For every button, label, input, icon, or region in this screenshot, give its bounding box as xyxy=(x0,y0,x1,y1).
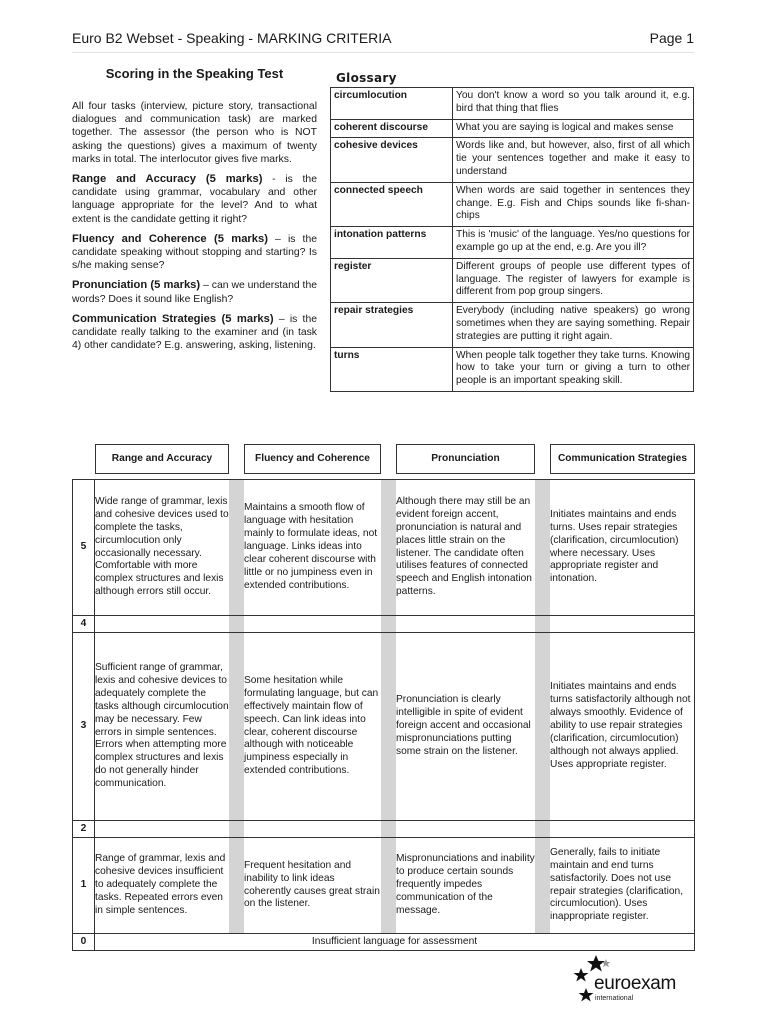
criterion-pronunciation xyxy=(72,279,317,305)
descriptor-range-accuracy: Sufficient range of grammar, lexis and cohesive devices to adequately complete the tasks although circumlocution may be necessary. Few errors in simple sentences. Errors when attempting more complex structures and lexis do not generally hinder communication. xyxy=(95,633,229,821)
header-divider xyxy=(72,52,694,53)
header-pronunciation: Pronunciation xyxy=(396,444,535,474)
glossary-term: intonation patterns xyxy=(331,227,453,259)
document-title: Euro B2 Webset - Speaking - MARKING CRITERIA xyxy=(72,30,392,46)
level-row-1 xyxy=(72,838,695,934)
level-row-3 xyxy=(72,633,695,821)
header-range-accuracy: Range and Accuracy xyxy=(95,444,229,474)
glossary-definition: When people talk together they take turns. Knowing how to take your turn or giving a turn to other people is an important speaking skill. xyxy=(453,347,694,391)
score-shading xyxy=(535,821,550,838)
glossary-definition: Different groups of people use different types of language. The register of lawyers for example is different from pop group singers. xyxy=(453,258,694,302)
criterion-communication-strategies xyxy=(72,313,317,353)
descriptor-empty xyxy=(95,821,229,838)
level-row-0 xyxy=(72,934,695,951)
criterion-text: – can we understand the words? Does it sound like English? xyxy=(72,280,318,305)
euroexam-logo xyxy=(572,955,694,1007)
score-shading xyxy=(229,633,244,821)
glossary-definition: You don't know a word so you talk around it, e.g. bird that thing that flies xyxy=(453,88,694,120)
scoring-heading: Scoring in the Speaking Test xyxy=(105,66,284,81)
glossary-term: coherent discourse xyxy=(331,119,453,138)
logo-brand: euroexam xyxy=(594,973,677,994)
level-label: 4 xyxy=(72,616,95,633)
glossary-row xyxy=(331,258,694,302)
descriptor-empty xyxy=(550,616,695,633)
descriptor-fluency-coherence: Frequent hesitation and inability to link ideas coherently causes great strain on the listener. xyxy=(244,838,381,934)
level-label: 3 xyxy=(72,633,95,821)
glossary-row xyxy=(331,303,694,347)
glossary-term: connected speech xyxy=(331,182,453,226)
descriptor-fluency-coherence: Some hesitation while formulating language, but can effectively maintain flow of speech. Can link ideas into clear, coherent discourse although with noticeable jumpiness especially in extended contributions. xyxy=(244,633,381,821)
grid-header-row xyxy=(72,444,695,474)
score-shading xyxy=(381,838,396,934)
score-shading xyxy=(535,838,550,934)
glossary-row xyxy=(331,119,694,138)
score-shading xyxy=(229,480,244,616)
descriptor-communication-strategies: Initiates maintains and ends turns. Uses repair strategies (clarification, circumlocution) where necessary. Uses appropriate register and intonation. xyxy=(550,480,695,616)
glossary-row xyxy=(331,347,694,391)
criterion-name: Range and Accuracy (5 marks) xyxy=(72,173,263,186)
score-shading xyxy=(381,480,396,616)
header-communication-strategies: Communication Strategies xyxy=(550,444,695,474)
glossary-definition: This is 'music' of the language. Yes/no questions for example go up at the end, e.g. Are you ill? xyxy=(453,227,694,259)
score-shading xyxy=(381,821,396,838)
descriptor-empty xyxy=(550,821,695,838)
page-header xyxy=(72,30,694,50)
glossary-row xyxy=(331,227,694,259)
level-0-descriptor: Insufficient language for assessment xyxy=(95,934,695,951)
marking-grid xyxy=(72,444,695,951)
criterion-text: – is the candidate really talking to the examiner and (in task 4) other candidate? E.g. answering, asking, listening. xyxy=(72,313,318,352)
descriptor-communication-strategies: Initiates maintains and ends turns satisfactorily although not always smoothly. Evidence of ability to use repair strategies (clarification, circumlocution) although not always applied. Uses appropriate register. xyxy=(550,633,695,821)
descriptor-empty xyxy=(396,616,535,633)
glossary-title: Glossary xyxy=(336,71,397,85)
glossary-definition: Words like and, but however, also, first of all which tie your sentences together and make it easy to understand xyxy=(453,138,694,182)
glossary-term: turns xyxy=(331,347,453,391)
glossary-definition: What you are saying is logical and makes sense xyxy=(453,119,694,138)
criterion-name: Fluency and Coherence (5 marks) xyxy=(72,232,268,245)
criterion-fluency-coherence xyxy=(72,233,317,273)
score-shading xyxy=(381,633,396,821)
score-shading xyxy=(229,616,244,633)
descriptor-pronunciation: Mispronunciations and inability to produce certain sounds frequently impedes communication of the message. xyxy=(396,838,535,934)
score-shading xyxy=(381,616,396,633)
glossary-definition: Everybody (including native speakers) go wrong sometimes when they are saying something. Repair strategies are putting it right again. xyxy=(453,303,694,347)
score-shading xyxy=(229,838,244,934)
descriptor-empty xyxy=(244,616,381,633)
descriptor-empty xyxy=(396,821,535,838)
level-row-5 xyxy=(72,480,695,616)
descriptor-fluency-coherence: Maintains a smooth flow of language with hesitation mainly to formulate ideas, not language. Links ideas into clear coherent discourse with little or no jumpiness even in extended contributions. xyxy=(244,480,381,616)
glossary-table xyxy=(330,87,694,392)
level-label: 2 xyxy=(72,821,95,838)
glossary-row xyxy=(331,88,694,120)
scoring-section xyxy=(72,66,317,359)
logo-subtitle: international xyxy=(595,995,634,1002)
glossary-term: cohesive devices xyxy=(331,138,453,182)
scoring-intro: All four tasks (interview, picture story, transactional dialogues and communication task) are marked together. The assessor (the person who is NOT asking the questions) gives a maximum of twenty marks in total. The interlocutor gives five marks. xyxy=(72,101,317,165)
criterion-text: – is the candidate speaking without stopping and starting? Is s/he making sense? xyxy=(72,233,318,272)
descriptor-empty xyxy=(244,821,381,838)
score-shading xyxy=(535,633,550,821)
criterion-text: - is the candidate using grammar, vocabulary and other language appropriate for the level? And to what extent is the candidate getting it right? xyxy=(72,174,317,225)
glossary-term: circumlocution xyxy=(331,88,453,120)
descriptor-range-accuracy: Wide range of grammar, lexis and cohesive devices used to complete the tasks, circumlocution only occasionally necessary. Comfortable with more complex structures and lexis although errors still occur. xyxy=(95,480,229,616)
glossary-term: repair strategies xyxy=(331,303,453,347)
glossary-row xyxy=(331,182,694,226)
level-label: 1 xyxy=(72,838,95,934)
level-row-4 xyxy=(72,616,695,633)
descriptor-empty xyxy=(95,616,229,633)
level-label: 5 xyxy=(72,480,95,616)
criterion-range-accuracy xyxy=(72,173,317,226)
descriptor-communication-strategies: Generally, fails to initiate maintain and end turns satisfactorily. Does not use repair strategies (clarification, circumlocution). Uses inappropriate register. xyxy=(550,838,695,934)
descriptor-pronunciation: Although there may still be an evident foreign accent, pronunciation is natural and places little strain on the listener. The candidate often utilises features of connected speech and English intonation patterns. xyxy=(396,480,535,616)
score-shading xyxy=(535,616,550,633)
glossary-definition: When words are said together in sentences they change. E.g. Fish and Chips sounds like fi-shan-chips xyxy=(453,182,694,226)
score-shading xyxy=(535,480,550,616)
glossary-row xyxy=(331,138,694,182)
descriptor-range-accuracy: Range of grammar, lexis and cohesive devices insufficient to adequately complete the tasks. Repeated errors even in simple sentences. xyxy=(95,838,229,934)
criterion-name: Communication Strategies (5 marks) xyxy=(72,312,274,325)
page-number: Page 1 xyxy=(649,30,694,46)
score-shading xyxy=(229,821,244,838)
level-row-2 xyxy=(72,821,695,838)
header-fluency-coherence: Fluency and Coherence xyxy=(244,444,381,474)
level-label: 0 xyxy=(72,934,95,951)
descriptor-pronunciation: Pronunciation is clearly intelligible in spite of evident foreign accent and occasional mispronunciations putting some strain on the listener. xyxy=(396,633,535,821)
glossary-term: register xyxy=(331,258,453,302)
criterion-name: Pronunciation (5 marks) xyxy=(72,279,201,292)
